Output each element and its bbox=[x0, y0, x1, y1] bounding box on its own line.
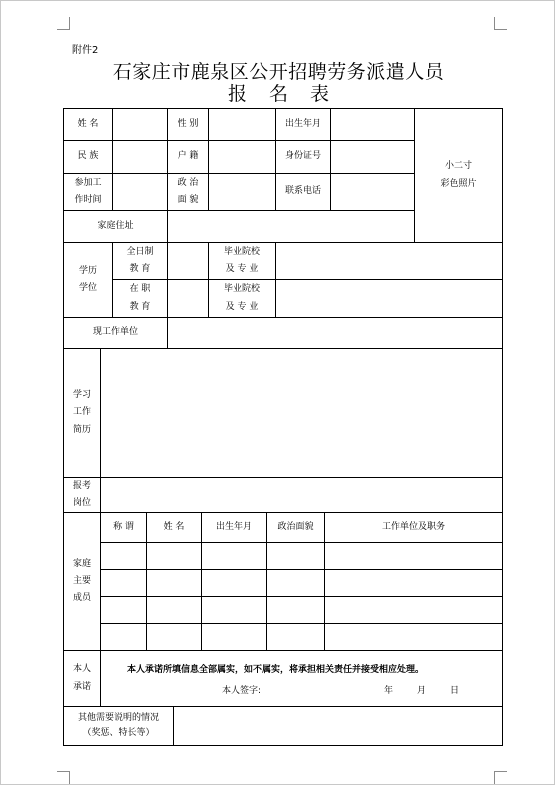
phone-field[interactable] bbox=[330, 173, 415, 211]
political-field[interactable] bbox=[208, 173, 276, 211]
family-cell[interactable] bbox=[266, 542, 325, 570]
id-number-field[interactable] bbox=[330, 140, 415, 174]
name-field[interactable] bbox=[112, 108, 168, 141]
label-household: 户 籍 bbox=[167, 140, 209, 174]
family-cell[interactable] bbox=[201, 569, 267, 597]
label-address: 家庭住址 bbox=[63, 210, 168, 243]
family-cell[interactable] bbox=[201, 542, 267, 570]
ethnicity-field[interactable] bbox=[112, 140, 168, 174]
crop-mark-bottom-left bbox=[57, 771, 70, 784]
address-field[interactable] bbox=[167, 210, 415, 243]
family-cell[interactable] bbox=[266, 623, 325, 651]
crop-mark-top-left bbox=[57, 17, 70, 30]
family-cell[interactable] bbox=[100, 596, 147, 624]
gender-field[interactable] bbox=[208, 108, 276, 141]
birth-field[interactable] bbox=[330, 108, 415, 141]
pledge-box bbox=[100, 650, 503, 707]
work-start-field[interactable] bbox=[112, 173, 168, 211]
resume-field[interactable] bbox=[100, 348, 503, 478]
current-employer-field[interactable] bbox=[167, 317, 503, 349]
family-cell[interactable] bbox=[266, 596, 325, 624]
label-parttime-school: 毕业院校 及 专 业 bbox=[208, 279, 276, 318]
label-id-number: 身份证号 bbox=[275, 140, 331, 174]
family-cell[interactable] bbox=[100, 623, 147, 651]
family-cell[interactable] bbox=[324, 542, 503, 570]
label-fulltime-school: 毕业院校 及 专 业 bbox=[208, 242, 276, 280]
family-header-relation: 称 谓 bbox=[100, 512, 147, 543]
label-pledge: 本人 承诺 bbox=[63, 650, 101, 707]
family-cell[interactable] bbox=[100, 569, 147, 597]
fulltime-education-field[interactable] bbox=[167, 242, 209, 280]
crop-mark-bottom-right bbox=[494, 771, 507, 784]
label-current-employer: 现工作单位 bbox=[63, 317, 168, 349]
position-field[interactable] bbox=[100, 477, 503, 513]
family-cell[interactable] bbox=[324, 569, 503, 597]
family-cell[interactable] bbox=[146, 542, 202, 570]
label-name: 姓 名 bbox=[63, 108, 113, 141]
family-header-name: 姓 名 bbox=[146, 512, 202, 543]
family-cell[interactable] bbox=[100, 542, 147, 570]
family-cell[interactable] bbox=[146, 569, 202, 597]
family-cell[interactable] bbox=[324, 596, 503, 624]
label-gender: 性 别 bbox=[167, 108, 209, 141]
label-birth: 出生年月 bbox=[275, 108, 331, 141]
family-cell[interactable] bbox=[201, 623, 267, 651]
parttime-education-field[interactable] bbox=[167, 279, 209, 318]
family-header-political: 政治面貌 bbox=[266, 512, 325, 543]
form-title: 石家庄市鹿泉区公开招聘劳务派遣人员 bbox=[112, 61, 445, 83]
family-cell[interactable] bbox=[146, 623, 202, 651]
label-political: 政 治 面 貌 bbox=[167, 173, 209, 211]
label-other-info: 其他需要说明的情况 （奖惩、特长等） bbox=[63, 706, 174, 746]
crop-mark-top-right bbox=[494, 17, 507, 30]
label-resume: 学习 工作 简历 bbox=[63, 348, 101, 478]
label-work-start: 参加工 作时间 bbox=[63, 173, 113, 211]
label-position: 报考 岗位 bbox=[63, 477, 101, 513]
attachment-label: 附件2 bbox=[72, 45, 99, 56]
family-header-birth: 出生年月 bbox=[201, 512, 267, 543]
family-cell[interactable] bbox=[146, 596, 202, 624]
label-fulltime-education: 全日制 教 育 bbox=[112, 242, 168, 280]
family-cell[interactable] bbox=[201, 596, 267, 624]
form-subtitle: 报名表 bbox=[227, 83, 351, 105]
family-header-employer: 工作单位及职务 bbox=[324, 512, 503, 543]
family-cell[interactable] bbox=[324, 623, 503, 651]
signature-day: 日 bbox=[450, 686, 460, 696]
household-field[interactable] bbox=[208, 140, 276, 174]
other-info-field[interactable] bbox=[173, 706, 503, 746]
label-parttime-education: 在 职 教 育 bbox=[112, 279, 168, 318]
family-cell[interactable] bbox=[266, 569, 325, 597]
label-ethnicity: 民 族 bbox=[63, 140, 113, 174]
photo-box[interactable]: 小二寸 彩色照片 bbox=[414, 108, 503, 243]
signature-year: 年 bbox=[384, 686, 394, 696]
label-phone: 联系电话 bbox=[275, 173, 331, 211]
pledge-text: 本人承诺所填信息全部属实，如不属实，将承担相关责任并接受相应处理。 bbox=[127, 665, 425, 675]
signature-month: 月 bbox=[417, 686, 427, 696]
fulltime-school-field[interactable] bbox=[275, 242, 503, 280]
label-family-members: 家庭 主要 成员 bbox=[63, 512, 101, 651]
signature-label: 本人签字: bbox=[222, 686, 262, 696]
parttime-school-field[interactable] bbox=[275, 279, 503, 318]
label-education-degree: 学历 学位 bbox=[63, 242, 113, 318]
